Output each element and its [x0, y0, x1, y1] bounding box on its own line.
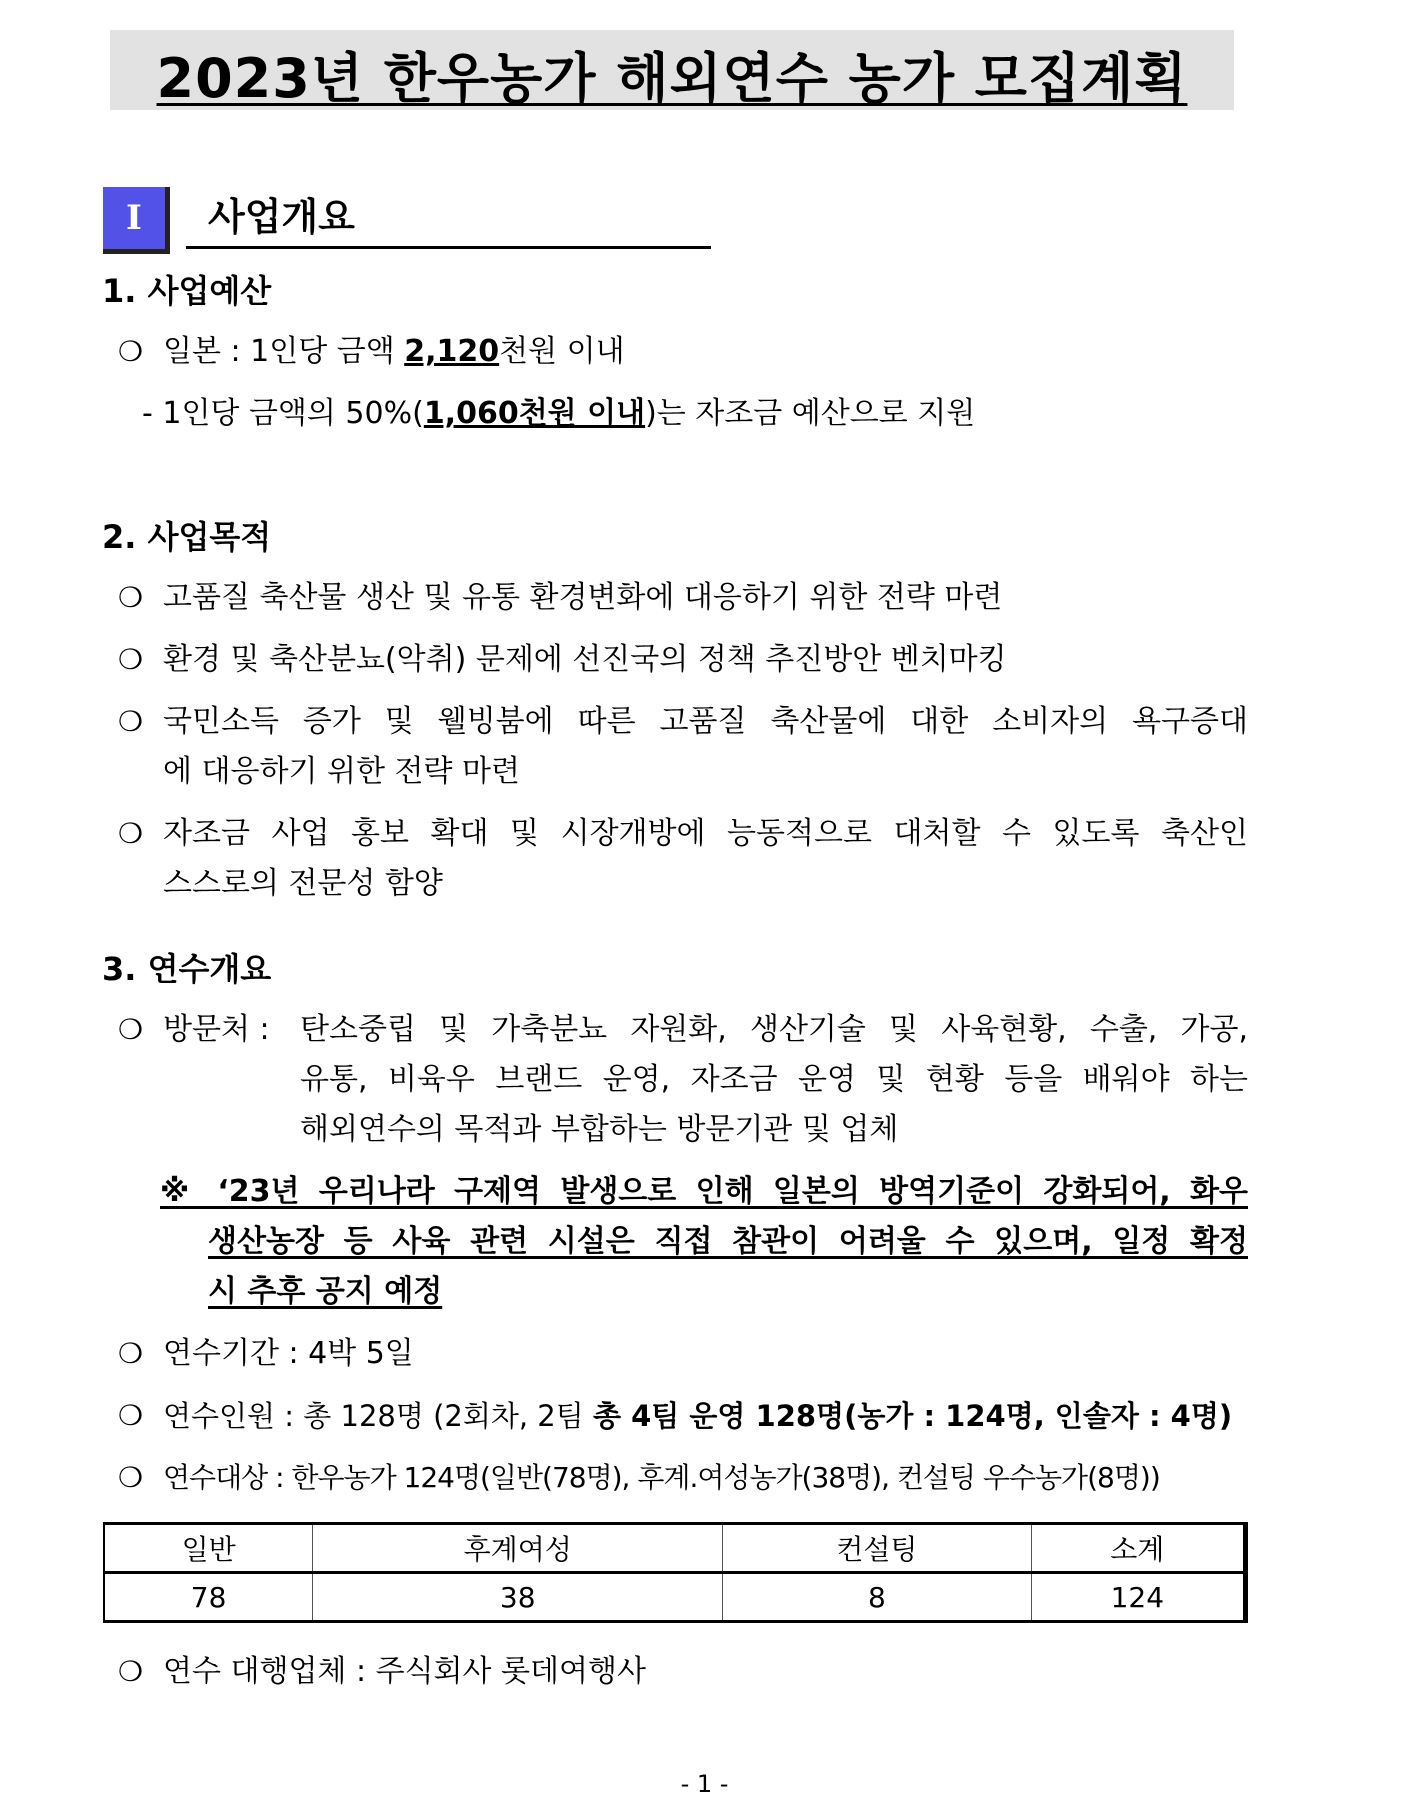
notice-line-2: 생산농장 등 사육 관련 시설은 직접 참관이 어려울 수 있으며, 일정 확정	[208, 1224, 1248, 1259]
visit-line-1: 탄소중립 및 가축분뇨 자원화, 생산기술 및 사육현황, 수출, 가공,	[300, 1012, 1248, 1047]
table-cell: 38	[313, 1573, 723, 1622]
purpose-item-1: 고품질 축산물 생산 및 유통 환경변화에 대응하기 위한 전략 마련	[163, 580, 1003, 615]
bullet-marker: ❍	[118, 335, 144, 368]
purpose-item-4: 자조금 사업 홍보 확대 및 시장개방에 능동적으로 대처할 수 있도록 축산인	[163, 816, 1248, 851]
table-header-cell: 소계	[1031, 1524, 1245, 1573]
document-title-box	[110, 30, 1234, 110]
purpose-item-4-cont: 스스로의 전문성 함양	[163, 866, 443, 901]
budget-line-1: 일본 : 1인당 금액 2,120천원 이내	[163, 334, 625, 369]
overview-heading: 3. 연수개요	[102, 950, 272, 988]
budget-amount: 2,120	[404, 334, 500, 369]
table-row	[104, 1573, 1246, 1622]
bullet-marker: ❍	[118, 1337, 144, 1370]
notice-line-3: 시 추후 공지 예정	[208, 1274, 443, 1309]
table-header-cell: 컨설팅	[723, 1524, 1031, 1573]
bullet-marker: ❍	[118, 1655, 144, 1688]
table-header-cell: 일반	[104, 1524, 313, 1573]
notice-line-1: ※ ‘23년 우리나라 구제역 발생으로 인해 일본의 방역기준이 강화되어, 화우	[160, 1174, 1248, 1209]
table-header-cell: 후계여성	[313, 1524, 723, 1573]
bullet-marker: ❍	[118, 1399, 144, 1432]
training-agency: 연수 대행업체 : 주식회사 롯데여행사	[163, 1654, 646, 1689]
visit-line-3: 해외연수의 목적과 부합하는 방문기관 및 업체	[300, 1112, 899, 1147]
table-cell: 8	[723, 1573, 1031, 1622]
table-cell: 124	[1031, 1573, 1245, 1622]
bullet-marker: ❍	[118, 643, 144, 676]
table-cell: 78	[104, 1573, 313, 1622]
purpose-item-3-cont: 에 대응하기 위한 전략 마련	[163, 754, 520, 789]
bullet-marker: ❍	[118, 1461, 144, 1494]
training-target: 연수대상 : 한우농가 124명(일반(78명), 후계.여성농가(38명), 컨설팅 우수농가(8명))	[163, 1461, 1160, 1494]
purpose-item-2: 환경 및 축산분뇨(악취) 문제에 선진국의 정책 추진방안 벤치마킹	[163, 642, 1007, 677]
participant-table	[103, 1522, 1248, 1623]
table-header-row	[104, 1524, 1246, 1573]
bullet-marker: ❍	[118, 581, 144, 614]
section-number-badge: Ⅰ	[103, 187, 170, 254]
bullet-marker: ❍	[118, 817, 144, 850]
subsidy-amount: 1,060천원 이내	[423, 396, 646, 431]
bullet-marker: ❍	[118, 705, 144, 738]
training-people: 연수인원 : 총 128명 (2회차, 2팀 총 4팀 운영 128명(농가 : 124명, 인솔자 : 4명)	[163, 1399, 1233, 1433]
visit-label: 방문처 :	[163, 1012, 270, 1047]
visit-line-2: 유통, 비육우 브랜드 운영, 자조금 운영 및 현황 등을 배워야 하는	[300, 1062, 1248, 1097]
section-title: 사업개요	[186, 187, 711, 249]
budget-line-2: - 1인당 금액의 50%(1,060천원 이내)는 자조금 예산으로 지원	[142, 396, 976, 431]
bullet-marker: ❍	[118, 1013, 144, 1046]
budget-heading: 1. 사업예산	[102, 272, 272, 310]
document-title: 2023년 한우농가 해외연수 농가 모집계획	[156, 47, 1188, 110]
training-period: 연수기간 : 4박 5일	[163, 1336, 414, 1371]
page-number: - 1 -	[680, 1770, 729, 1798]
purpose-heading: 2. 사업목적	[102, 518, 272, 556]
purpose-item-3: 국민소득 증가 및 웰빙붐에 따른 고품질 축산물에 대한 소비자의 욕구증대	[163, 704, 1248, 739]
